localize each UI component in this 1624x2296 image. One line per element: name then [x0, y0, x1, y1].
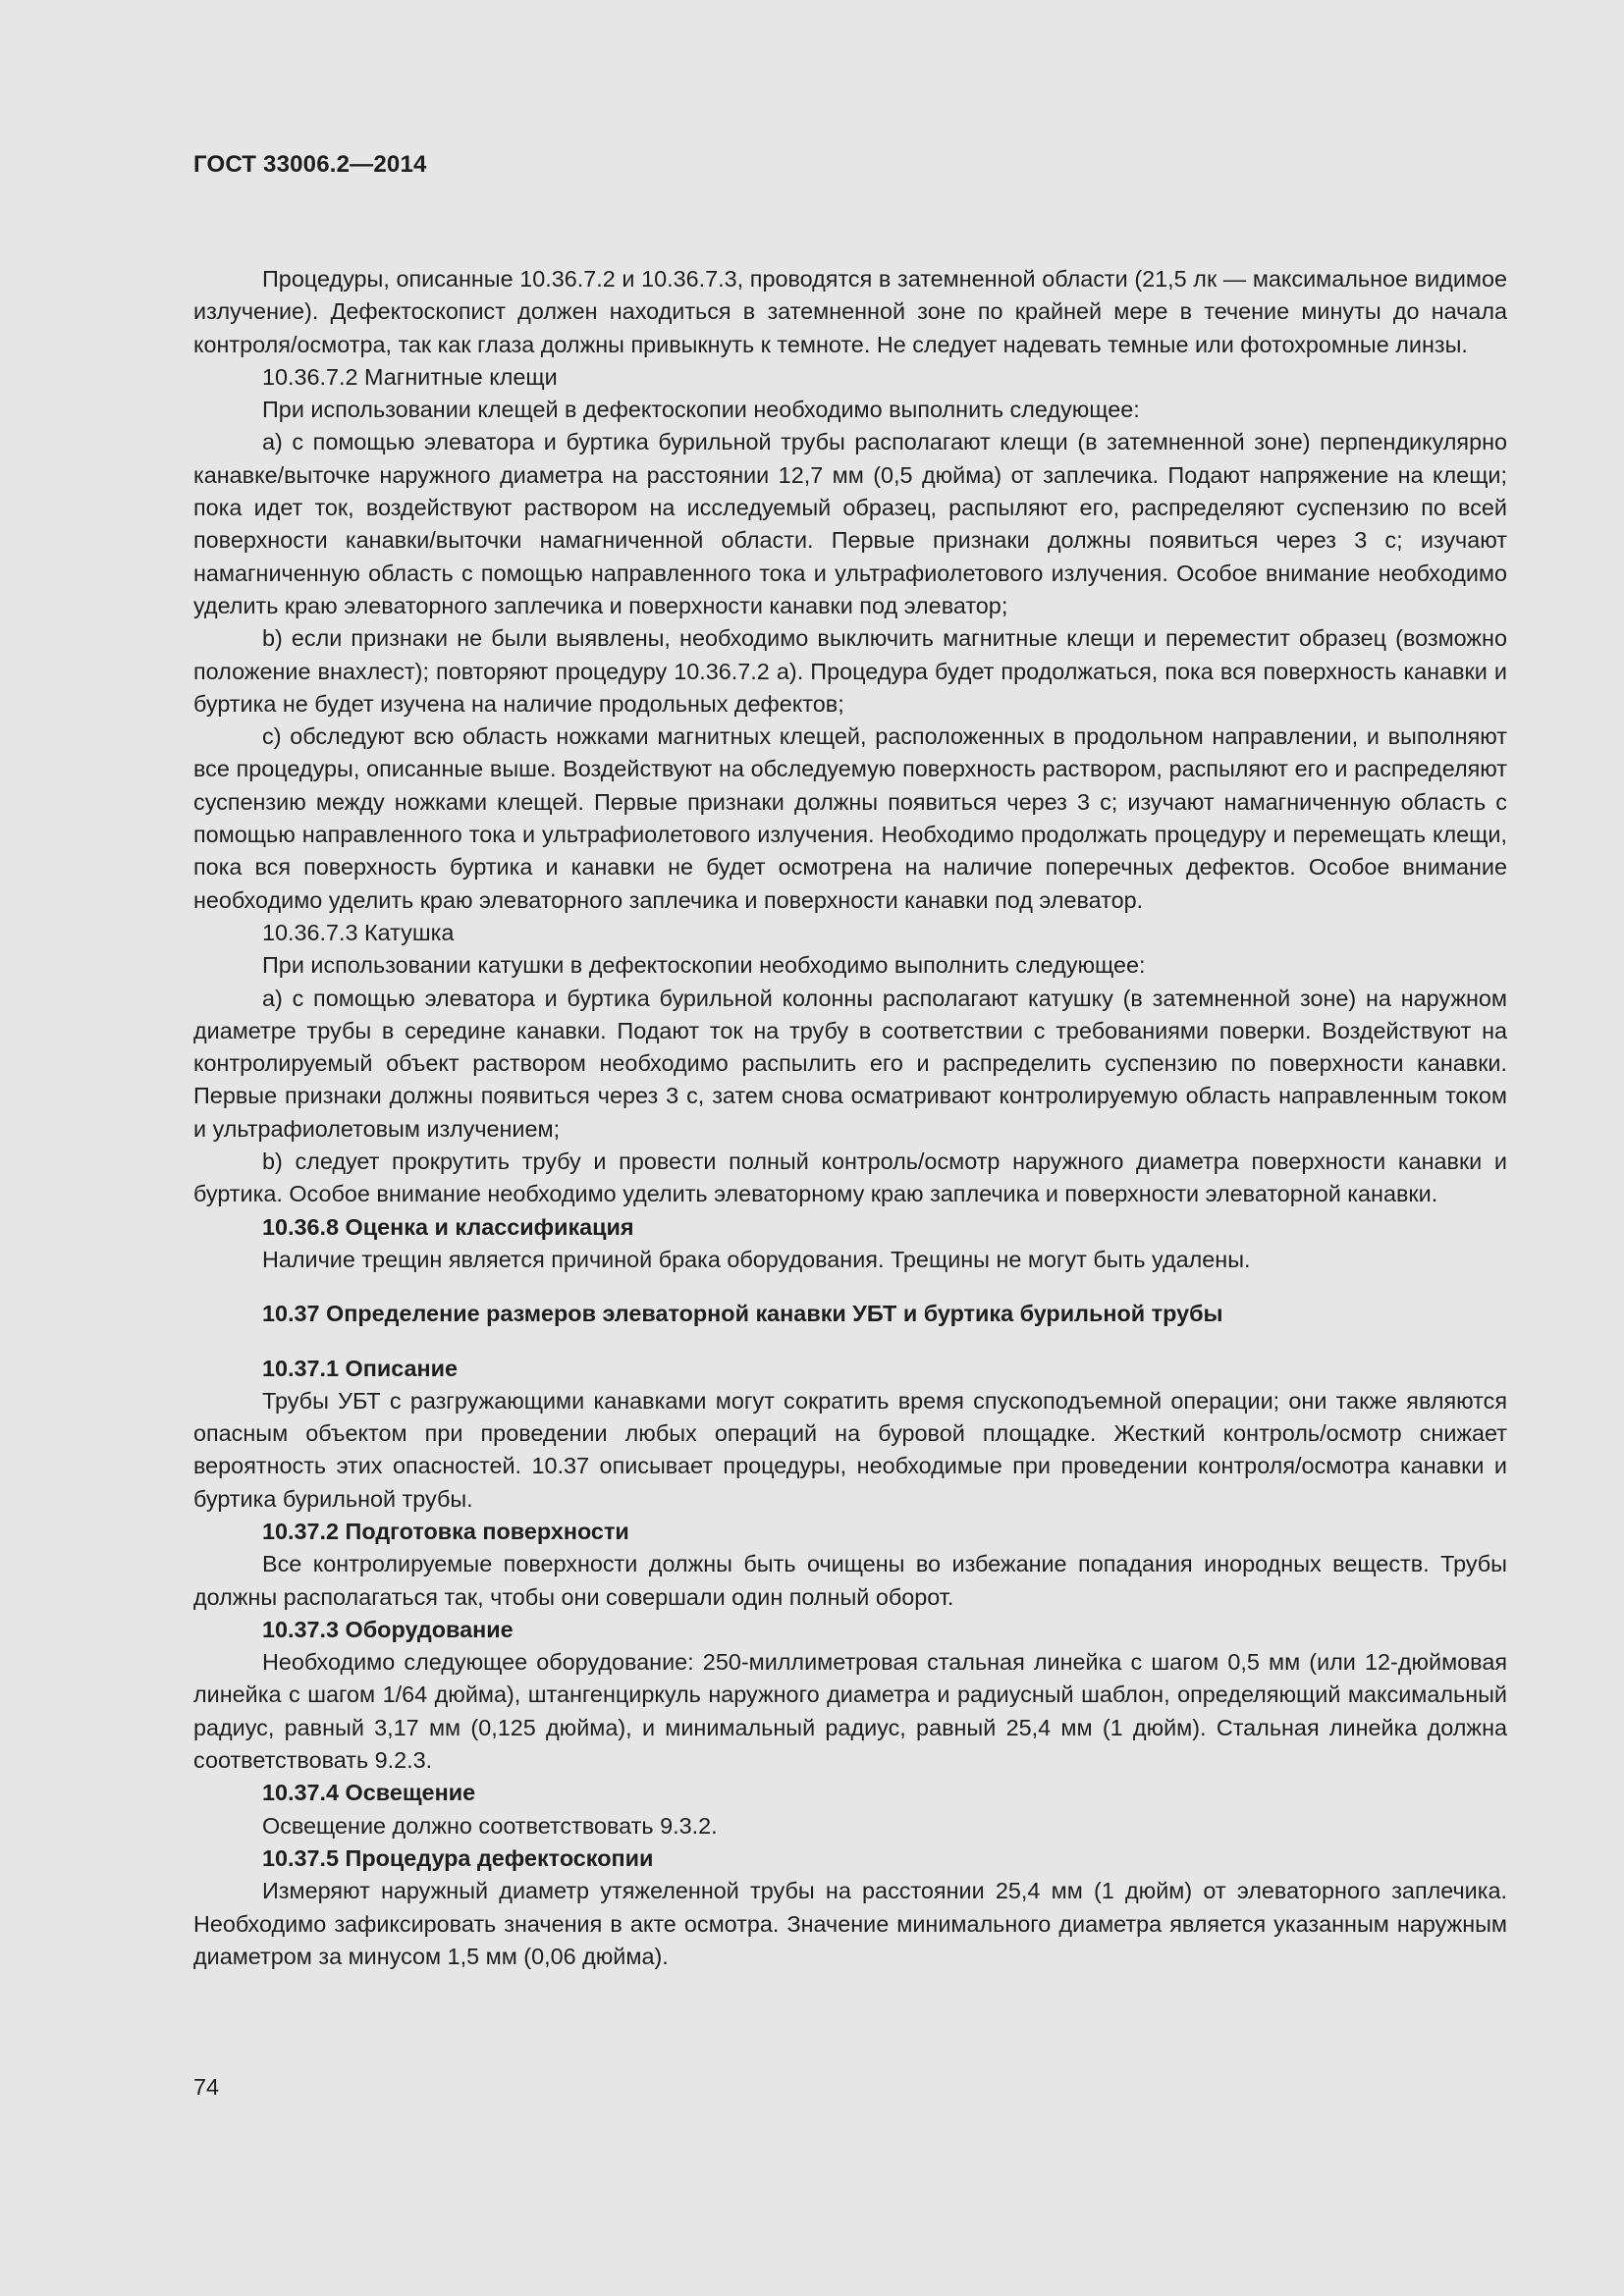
body-paragraph: Все контролируемые поверхности должны быть очищены во избежание попадания инородных веществ. Трубы должны располагаться так, чтобы они совершали один полный оборот.	[193, 1551, 1507, 1610]
page-number: 74	[193, 2074, 220, 2100]
subsection-heading: 10.37.5 Процедура дефектоскопии	[262, 1844, 654, 1871]
body-paragraph: При использовании клещей в дефектоскопии необходимо выполнить следующее:	[262, 397, 1140, 423]
document-body	[193, 263, 1507, 1973]
body-paragraph: 10.36.7.3 Катушка	[262, 919, 455, 945]
body-paragraph: a) с помощью элеватора и буртика бурильной колонны располагают катушку (в затемненной зоне) на наружном диаметре трубы в середине канавки. Подают ток на трубу в соответствии с требованиями поверки. Воздействуют на контролируемый объект раствором необходимо распылить его и распределить суспензию по поверхности канавки. Первые признаки должны появиться через 3 с, затем снова осматривают контролируемую область направленным током и ультрафиолетовым излучением;	[193, 985, 1507, 1142]
body-paragraph: b) следует прокрутить трубу и провести полный контроль/осмотр наружного диаметра поверхности канавки и буртика. Особое внимание необходимо уделить элеваторному краю заплечика и поверхности элеваторной канавки.	[193, 1148, 1507, 1207]
subsection-heading: 10.37.2 Подготовка поверхности	[262, 1518, 629, 1544]
subsection-heading: 10.36.8 Оценка и классификация	[262, 1213, 634, 1240]
body-paragraph: Необходимо следующее оборудование: 250-миллиметровая стальная линейка с шагом 0,5 мм (или 12-дюймовая линейка с шагом 1/64 дюйма), штангенциркуль наружного диаметра и радиусный шаблон, определяющий максимальный радиус, равный 3,17 мм (0,125 дюйма), и минимальный радиус, равный 25,4 мм (1 дюйм). Стальная линейка должна соответствовать 9.2.3.	[193, 1649, 1507, 1774]
standard-header: ГОСТ 33006.2—2014	[193, 151, 427, 178]
body-paragraph: b) если признаки не были выявлены, необходимо выключить магнитные клещи и переместит образец (возможно положение внахлест); повторяют процедуру 10.36.7.2 а). Процедура будет продолжаться, пока вся поверхность канавки и буртика не будет изучена на наличие продольных дефектов;	[193, 625, 1507, 717]
document-page	[193, 145, 1507, 1973]
subsection-heading: 10.37.3 Оборудование	[262, 1616, 514, 1642]
body-paragraph: Измеряют наружный диаметр утяжеленной трубы на расстоянии 25,4 мм (1 дюйм) от элеваторного заплечика. Необходимо зафиксировать значения в акте осмотра. Значение минимального диаметра является указанным наружным диаметром за минусом 1,5 мм (0,06 дюйма).	[193, 1878, 1507, 1969]
body-paragraph: Наличие трещин является причиной брака оборудования. Трещины не могут быть удалены.	[262, 1246, 1251, 1272]
body-paragraph: Трубы УБТ с разгружающими канавками могут сократить время спускоподъемной операции; они также являются опасным объектом при проведении любых операций на буровой площадке. Жесткий контроль/осмотр снижает вероятность этих опасностей. 10.37 описывает процедуры, необходимые при проведении контроля/осмотра канавки и буртика бурильной трубы.	[193, 1387, 1507, 1512]
subsection-heading: 10.37.4 Освещение	[262, 1780, 476, 1806]
body-paragraph: 10.36.7.2 Магнитные клещи	[262, 363, 558, 390]
body-paragraph: Процедуры, описанные 10.36.7.2 и 10.36.7.3, проводятся в затемненной области (21,5 лк — максимальное видимое излучение). Дефектоскопист должен находиться в затемненной зоне по крайней мере в течение минуты до начала контроля/осмотра, так как глаза должны привыкнуть к темноте. Не следует надевать темные или фотохромные линзы.	[193, 266, 1507, 357]
subsection-heading: 10.37.1 Описание	[262, 1355, 459, 1381]
body-paragraph: При использовании катушки в дефектоскопии необходимо выполнить следующее:	[262, 952, 1146, 979]
body-paragraph: c) обследуют всю область ножками магнитных клещей, расположенных в продольном направлении, и выполняют все процедуры, описанные выше. Воздействуют на обследуемую поверхность раствором, распыляют его и распределяют суспензию между ножками клещей. Первые признаки должны появиться через 3 с; изучают намагниченную область с помощью направленного тока и ультрафиолетового излучения. Необходимо продолжать процедуру и перемещать клещи, пока вся поверхность буртика и канавки не будет осмотрена на наличие поперечных дефектов. Особое внимание необходимо уделить краю элеваторного заплечика и поверхности канавки под элеватор.	[193, 723, 1507, 913]
body-paragraph: Освещение должно соответствовать 9.3.2.	[262, 1812, 718, 1839]
section-heading: 10.37 Определение размеров элеваторной канавки УБТ и буртика бурильной трубы	[262, 1301, 1223, 1327]
body-paragraph: a) с помощью элеватора и буртика бурильной трубы располагают клещи (в затемненной зоне) перпендикулярно канавке/выточке наружного диаметра на расстоянии 12,7 мм (0,5 дюйма) от заплечика. Подают напряжение на клещи; пока идет ток, воздействуют раствором на исследуемый образец, распыляют его, распределяют суспензию по всей поверхности канавки/выточки намагниченной области. Первые признаки должны появиться через 3 с; изучают намагниченную область с помощью направленного тока и ультрафиолетового излучения. Особое внимание необходимо уделить краю элеваторного заплечика и поверхности канавки под элеватор;	[193, 429, 1507, 618]
